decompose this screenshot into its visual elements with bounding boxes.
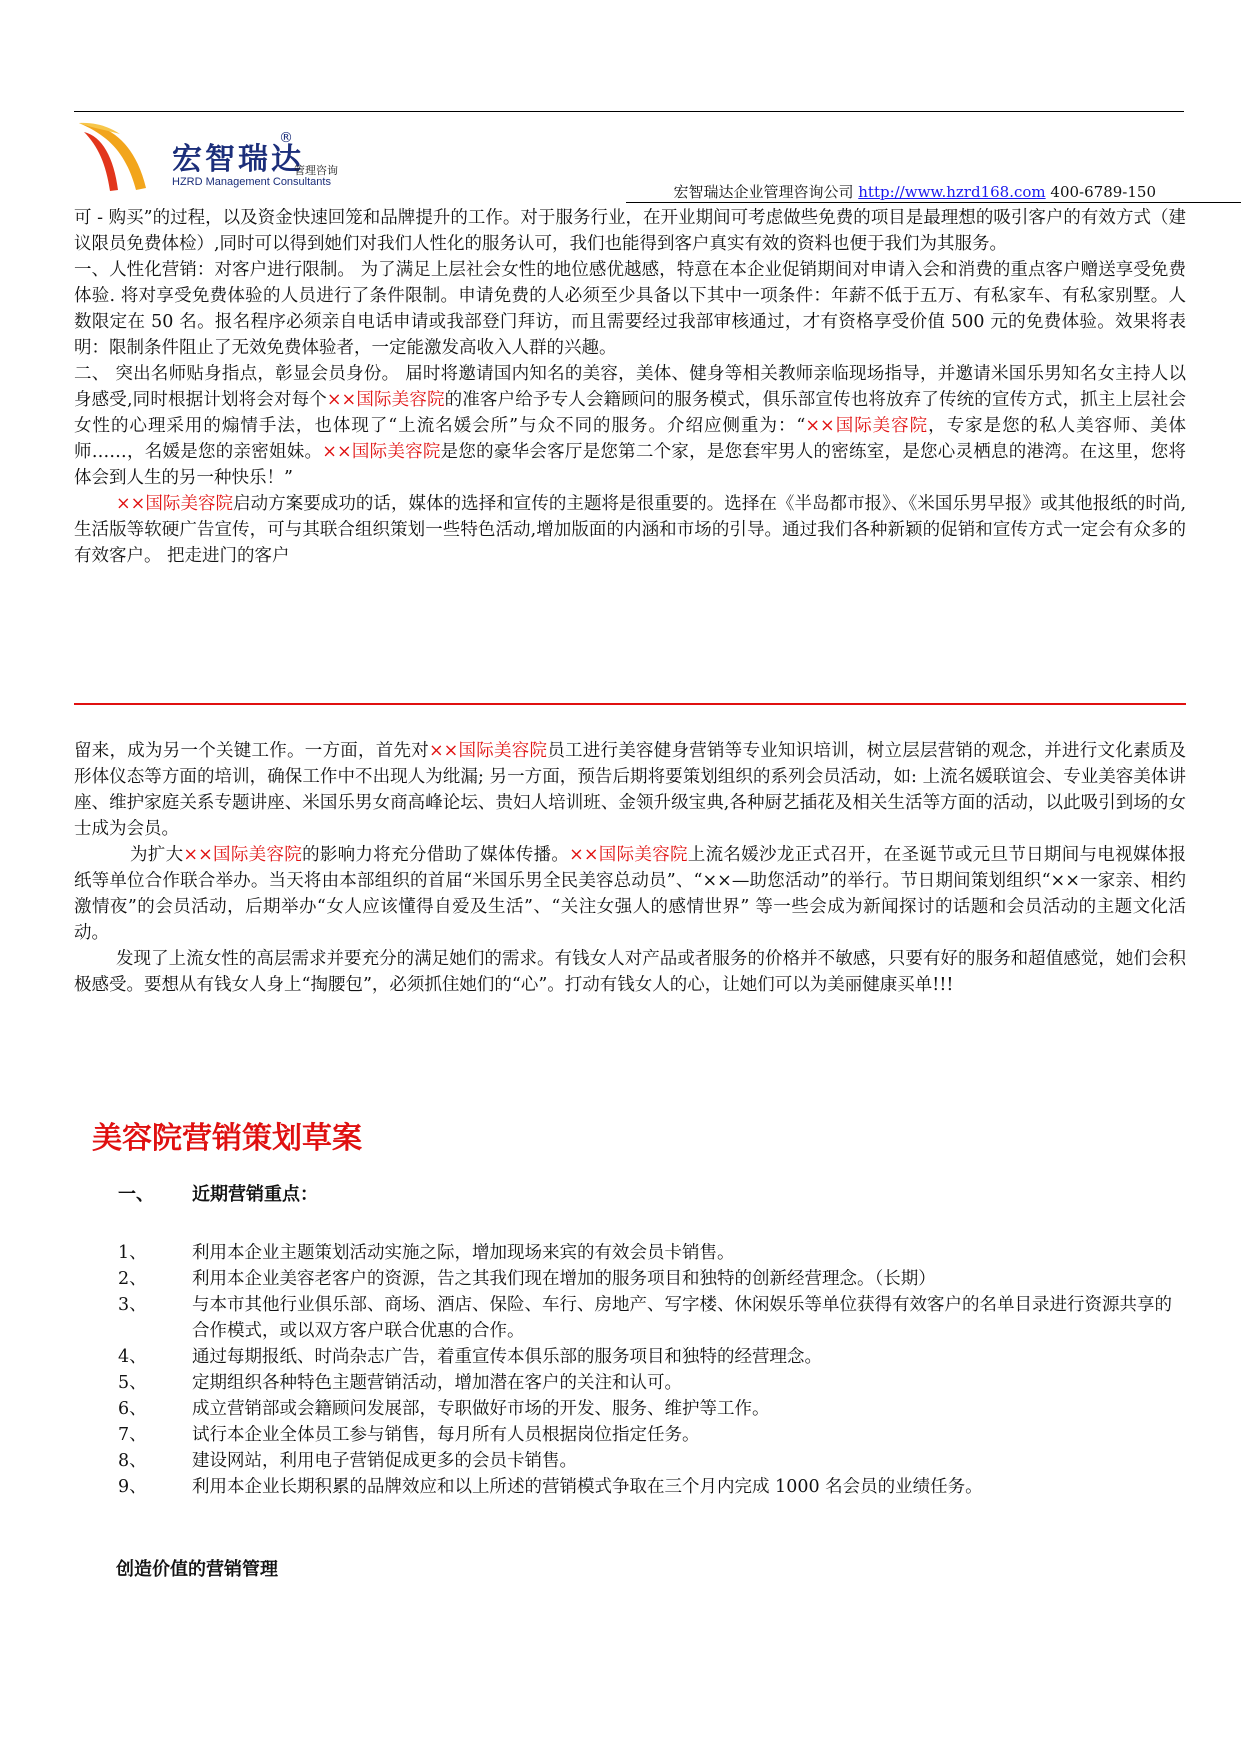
page-break-rule [74,703,1186,705]
company-url-link[interactable]: http://www.hzrd168.com [858,183,1046,201]
company-logo [74,118,414,198]
paragraph: 留来，成为另一个关键工作。一方面，首先对××国际美容院员工进行美容健身营销等专业知识培训，树立层层营销的观念，并进行文化素质及形体仪态等方面的培训，确保工作中不出现人为纰漏; 另一方面，预告后期将要策划组织的系列会员活动，如: 上流名媛联谊会、专业美容美体讲座、维护家庭关系专题讲座、米国乐男女商高峰论坛、贵妇人培训班、金领升级宝典,各种厨艺插花及相关生活等方面的活动，以此吸引到场的女士成为会员。 [74,741,1187,839]
header-contact [673,181,1156,202]
list-item [118,1448,1186,1474]
brand-name: ××国际美容院 [569,845,688,865]
registered-mark: ® [279,130,293,146]
list-item [118,1292,1186,1344]
list-item [118,1422,1186,1448]
list-item-number: 7、 [118,1425,147,1445]
paragraph: 发现了上流女性的高层需求并要充分的满足她们的需求。有钱女人对产品或者服务的价格并不敏感，只要有好的服务和超值感觉，她们会积极感受。要想从有钱女人身上“掏腰包”，必须抓住她们的“心”。打动有钱女人的心，让她们可以为美丽健康买单!!! [74,949,1186,995]
list-item-number: 9、 [118,1477,147,1497]
subsection-heading: 创造价值的营销管理 [116,1559,278,1580]
list-item-text: 试行本企业全体员工参与销售，每月所有人员根据岗位指定任务。 [192,1425,700,1445]
brand-name: ××国际美容院 [183,845,303,865]
list-item [118,1370,1186,1396]
section-label: 近期营销重点： [192,1184,318,1205]
header-bottom-rule [626,202,1241,203]
list-item-number: 1、 [118,1243,147,1263]
logo-swoosh-icon [74,118,174,198]
list-item [118,1474,1186,1500]
list-item-text: 定期组织各种特色主题营销活动，增加潜在客户的关注和认可。 [192,1373,682,1393]
list-item [118,1344,1186,1370]
paragraph-personalized-marketing: 一、人性化营销：对客户进行限制。 为了满足上层社会女性的地位感优越感，特意在本企业促销期间对申请入会和消费的重点客户赠送享受免费体验. 将对享受免费体验的人员进行了条件限制。申请免费的人必须至少具备以下其中一项条件：年薪不低于五万、有私家车、有私家别墅。人数限定在 50 名。报名程序必须亲自电话申请或我部登门拜访，而且需要经过我部审核通过，才有资格享受价值 500 元的免费体验。效果将表明：限制条件阻止了无效免费体验者，一定能激发高收入人群的兴趣。 [74,260,1186,358]
brand-name: ××国际美容院 [326,390,445,410]
list-item-text: 利用本企业长期积累的品牌效应和以上所述的营销模式争取在三个月内完成 1000 名会员的业绩任务。 [192,1477,983,1497]
paragraph: 为扩大××国际美容院的影响力将充分借助了媒体传播。××国际美容院上流名媛沙龙正式召开，在圣诞节或元旦节日期间与电视媒体报纸等单位合作联合举办。当天将由本部组织的首届“米国乐男全民美容总动员”、“××—助您活动”的举行。节日期间策划组织“××一家亲、相约激情夜”的会员活动，后期举办“女人应该懂得自爱及生活”、“关注女强人的感情世界” 等一些会成为新闻探讨的话题和会员活动的主题文化活动。 [74,845,1187,943]
header-top-rule [74,111,1184,112]
brand-name: ××国际美容院 [322,442,441,462]
page1-body [74,205,1186,569]
logo-english-name: HZRD Management Consultants [172,176,331,188]
list-item-text: 利用本企业主题策划活动实施之际，增加现场来宾的有效会员卡销售。 [192,1243,735,1263]
brand-name: ××国际美容院 [805,416,929,436]
document-title: 美容院营销策划草案 [92,1121,362,1156]
list-item-number: 8、 [118,1451,147,1471]
section-number: 一、 [118,1184,154,1205]
brand-name: ××国际美容院 [116,494,234,514]
list-item-text: 利用本企业美容老客户的资源，告之其我们现在增加的服务项目和独特的创新经营理念。（长期） [192,1269,936,1289]
company-name: 宏智瑞达企业管理咨询公司 [673,183,854,201]
list-item-number: 6、 [118,1399,147,1419]
paragraph-media: ××国际美容院启动方案要成功的话，媒体的选择和宣传的主题将是很重要的。选择在《半岛都市报》、《米国乐男早报》或其他报纸的时尚,生活版等软硬广告宣传，可与其联合组织策划一些特色活动,增加版面的内涵和市场的引导。通过我们各种新颖的促销和宣传方式一定会有众多的有效客户。 把走进门的客户 [74,494,1187,566]
list-item [118,1396,1186,1422]
numbered-list [118,1240,1186,1500]
paragraph: 可 - 购买”的过程，以及资金快速回笼和品牌提升的工作。对于服务行业，在开业期间可考虑做些免费的项目是最理想的吸引客户的有效方式（建议限员免费体检）,同时可以得到她们对我们人性化的服务认可，我们也能得到客户真实有效的资料也便于我们为其服务。 [74,208,1186,254]
list-item-text: 建设网站，利用电子营销促成更多的会员卡销售。 [192,1451,577,1471]
list-item-number: 5、 [118,1373,147,1393]
logo-chinese-name: 宏智瑞达 [172,142,304,177]
page2-body [74,738,1186,998]
logo-subtitle: 管理咨询 [294,164,338,177]
section-heading [118,1180,318,1206]
company-phone: 400-6789-150 [1050,183,1156,201]
brand-name: ××国际美容院 [428,741,548,761]
list-item-number: 4、 [118,1347,147,1367]
list-item-number: 3、 [118,1295,147,1315]
list-item-text: 成立营销部或会籍顾问发展部，专职做好市场的开发、服务、维护等工作。 [192,1399,770,1419]
list-item [118,1266,1186,1292]
list-item-text: 与本市其他行业俱乐部、商场、酒店、保险、车行、房地产、写字楼、休闲娱乐等单位获得有效客户的名单目录进行资源共享的合作模式，或以双方客户联合优惠的合作。 [192,1295,1172,1341]
list-item-number: 2、 [118,1269,147,1289]
list-item [118,1240,1186,1266]
paragraph-famous-teachers: 二、 突出名师贴身指点，彰显会员身份。 届时将邀请国内知名的美容，美体、健身等相关教师亲临现场指导，并邀请米国乐男知名女主持人以身感受,同时根据计划将会对每个××国际美容院的准客户给予专人会籍顾问的服务模式，俱乐部宣传也将放弃了传统的宣传方式，抓主上层社会女性的心理采用的煽情手法，也体现了“上流名媛会所”与众不同的服务。介绍应侧重为：“××国际美容院，专家是您的私人美容师、美体师……，名媛是您的亲密姐妹。××国际美容院是您的豪华会客厅是您第二个家，是您套牢男人的密练室，是您心灵栖息的港湾。在这里，您将体会到人生的另一种快乐！” [74,364,1187,488]
list-item-text: 通过每期报纸、时尚杂志广告，着重宣传本俱乐部的服务项目和独特的经营理念。 [192,1347,822,1367]
